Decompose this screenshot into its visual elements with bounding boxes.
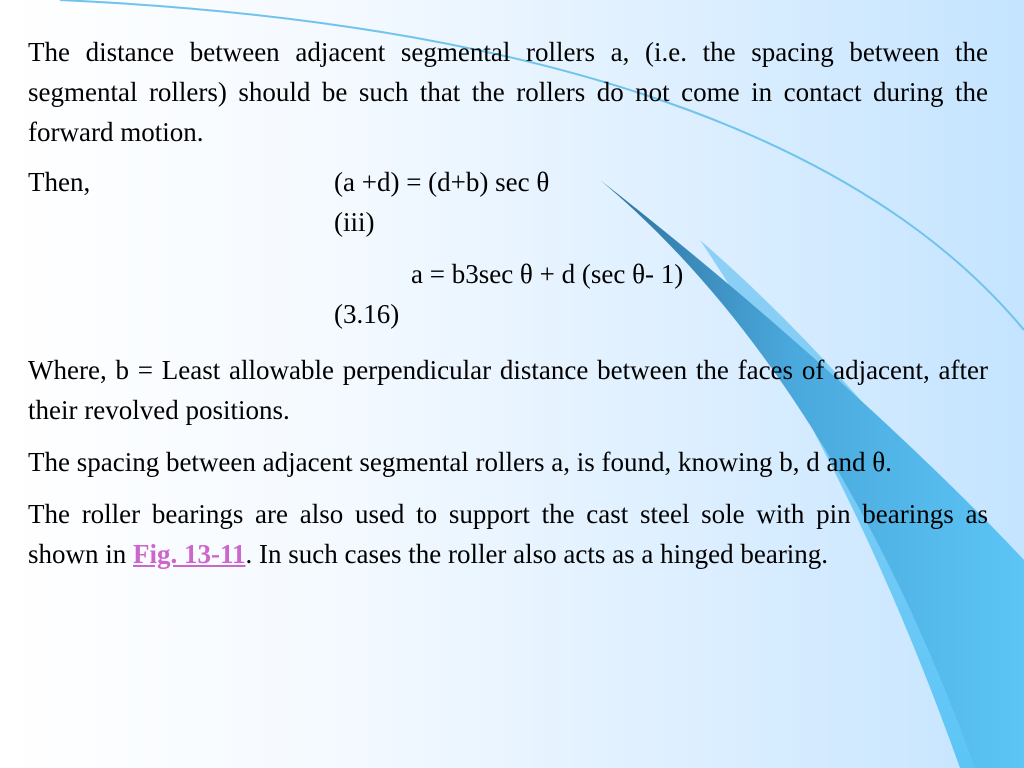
equation-1: (a +d) = (d+b) sec θ <box>334 167 550 197</box>
equation-number-row-2 <box>28 294 988 334</box>
figure-link[interactable]: Fig. 13-11 <box>133 539 246 569</box>
equation-2: a = b3sec θ + d (sec θ- 1) <box>411 259 684 289</box>
paragraph-where-b: Where, b = Least allowable perpendicular distance between the faces of adjacent, after their revolved positions. <box>28 355 988 425</box>
equation-row-1 <box>28 162 988 202</box>
paragraph-text-before-link: The roller bearings are also used to support the cast steel sole with pin bearings as shown in <box>28 499 988 569</box>
equation-number-row-1 <box>28 202 988 242</box>
paragraph-text-after-link: . In such cases the roller also acts as a hinged bearing. <box>245 539 829 569</box>
equation-number-1: (iii) <box>334 207 375 237</box>
paragraph-roller-bearings <box>28 494 988 574</box>
slide-body <box>28 32 988 574</box>
equation-lead: Then, <box>28 167 91 197</box>
paragraph-spacing-found: The spacing between adjacent segmental rollers a, is found, knowing b, d and θ. <box>28 447 892 477</box>
equation-number-2: (3.16) <box>334 299 400 329</box>
paragraph-roller-spacing: The distance between adjacent segmental rollers a, (i.e. the spacing between the segmental rollers) should be such that the rollers do not come in contact during the forward motion. <box>28 37 988 147</box>
equation-row-2 <box>28 254 988 294</box>
